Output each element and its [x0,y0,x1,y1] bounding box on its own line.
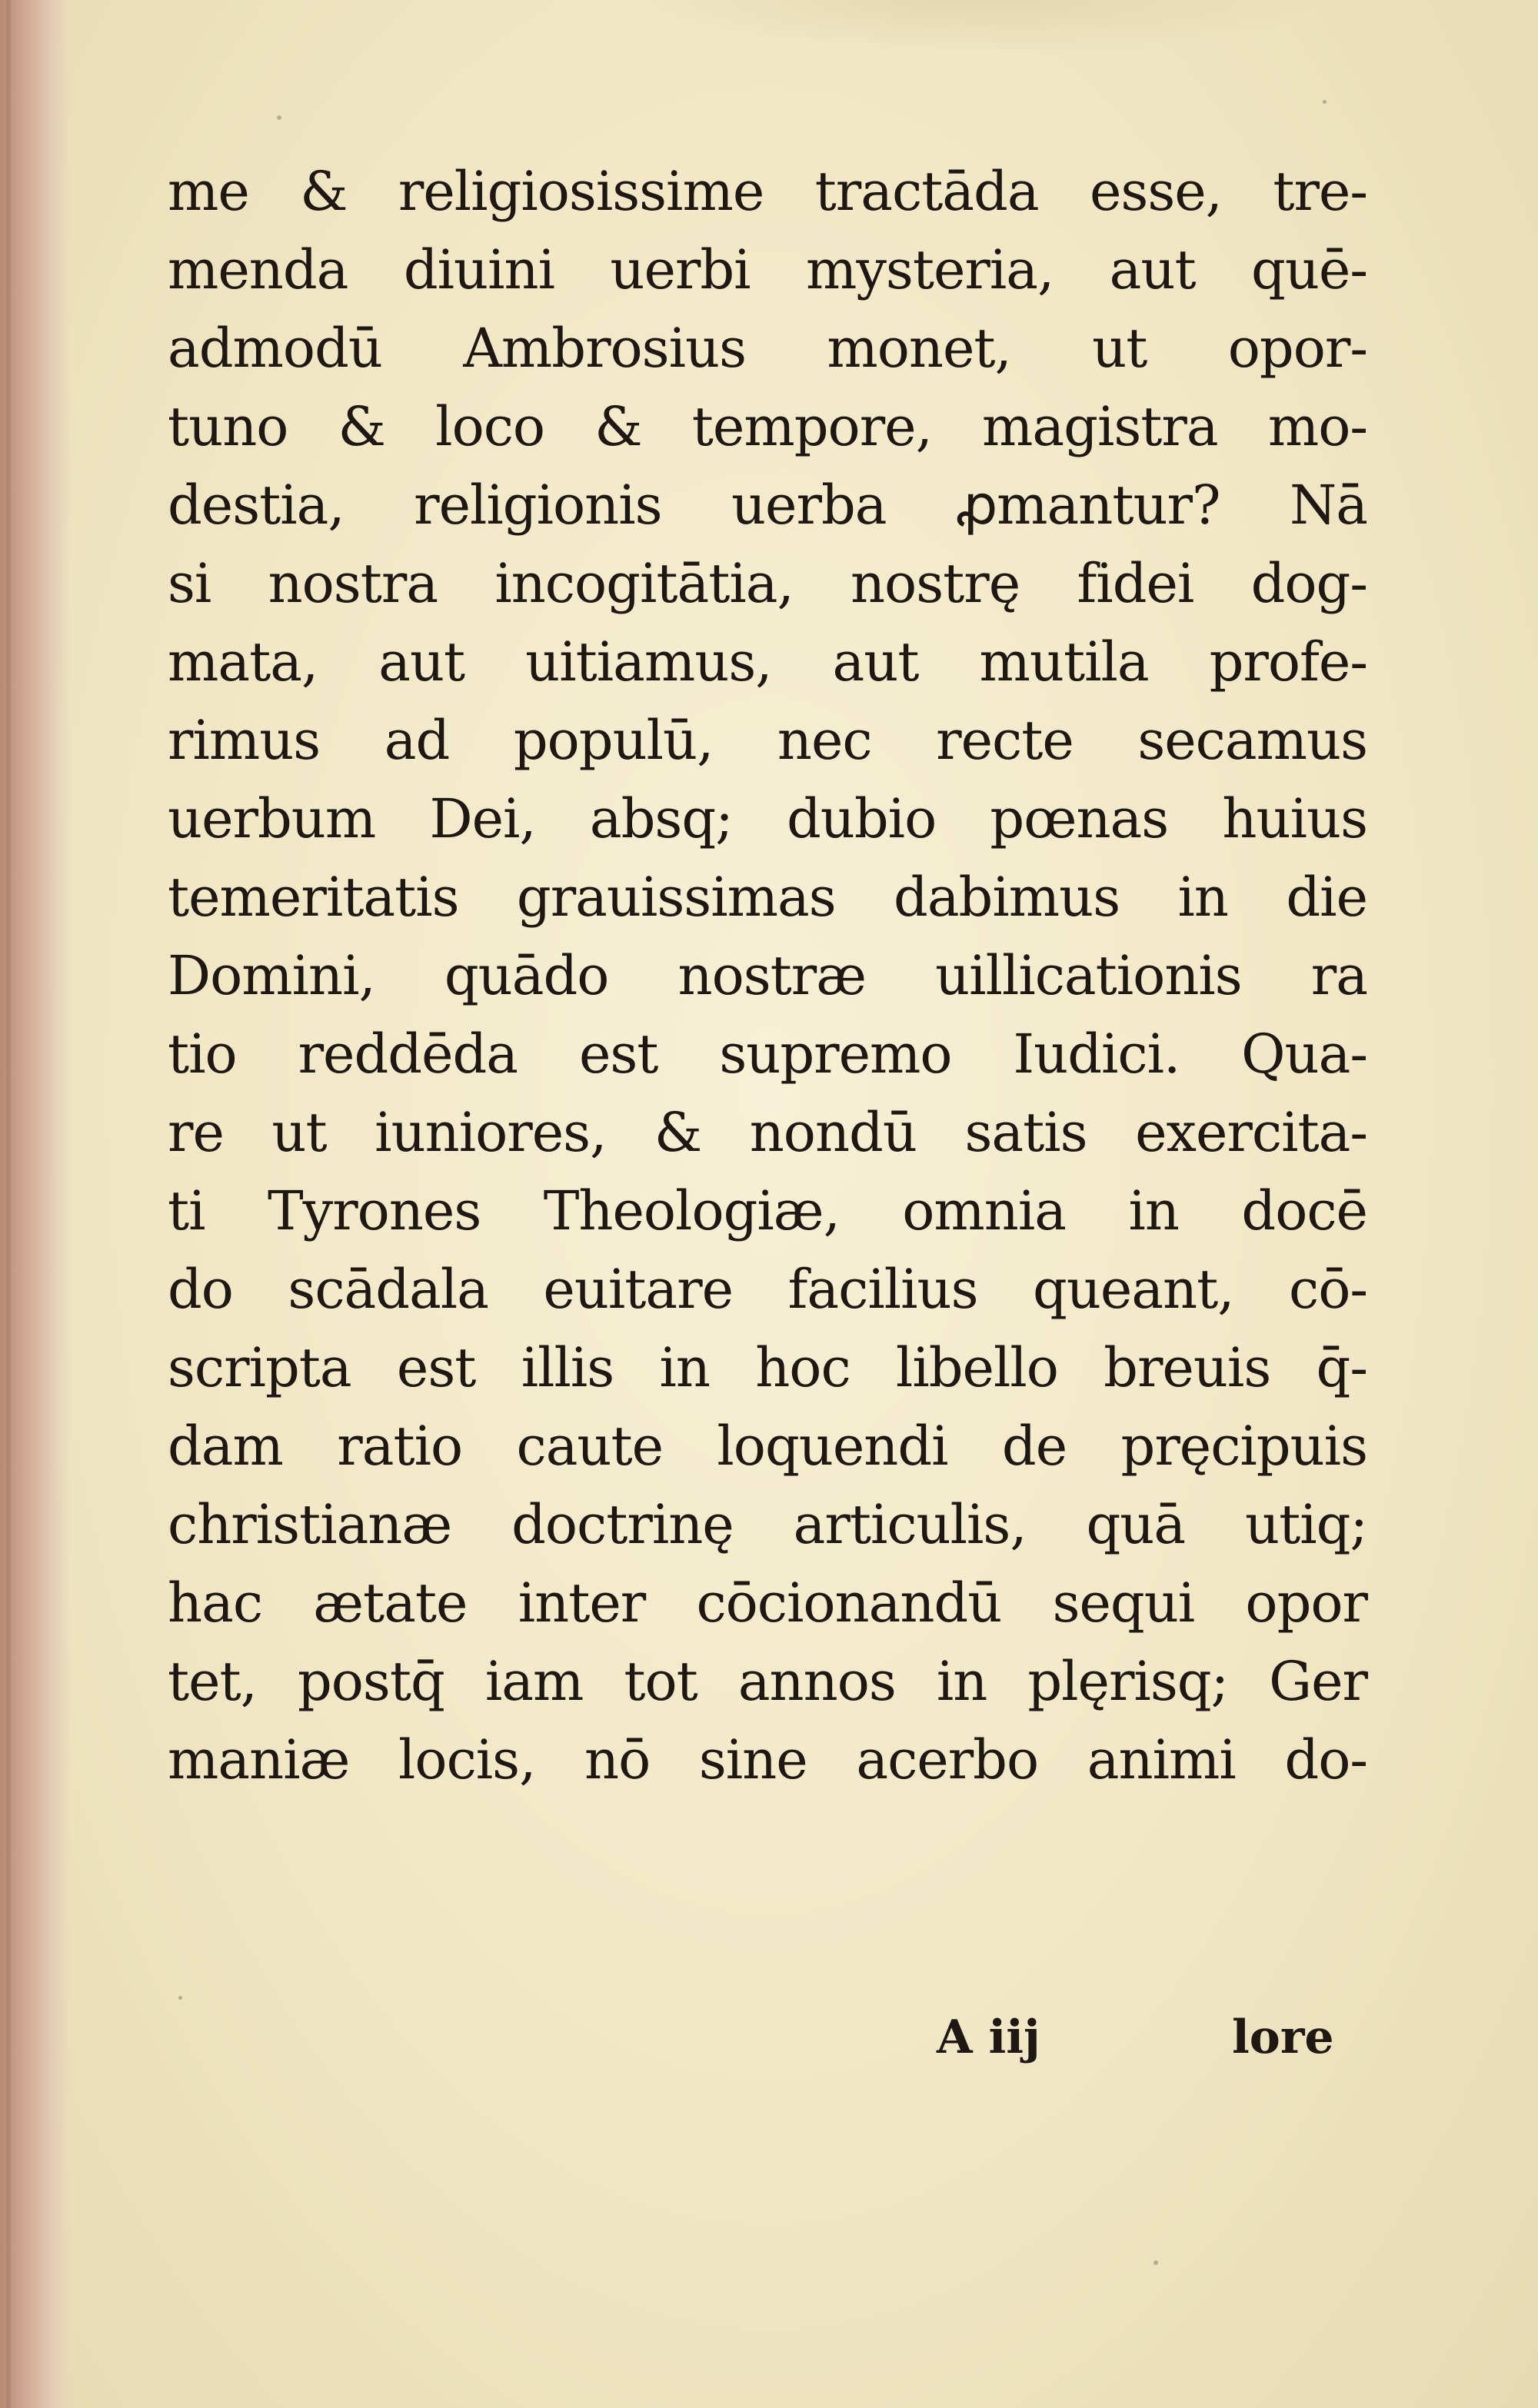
text-line: menda diuini uerbi mysteria, aut quē- [168,238,1367,301]
text-line: mata, aut uitiamus, aut mutila profe- [168,630,1367,693]
paper-stain [631,0,1323,54]
text-line: rimus ad populū, nec recte secamus [168,709,1367,772]
text-line: temeritatis grauissimas dabimus in die [168,866,1367,929]
text-line: ti Tyrones Theologiæ, omnia in docē [168,1179,1367,1242]
foxing-spot [1154,2260,1158,2265]
text-line: Domini, quādo nostræ uillicationis ra [168,944,1367,1007]
text-line: christianæ doctrinę articulis, quā utiq; [168,1493,1367,1556]
text-line: re ut iuniores, & nondū satis exercita- [168,1101,1367,1164]
text-line: tuno & loco & tempore, magistra mo- [168,395,1367,458]
text-line: si nostra incogitātia, nostrę fidei dog- [168,552,1367,615]
signature-mark: A iij [937,2011,1040,2064]
text-line: maniæ locis, nō sine acerbo animi do- [168,1728,1367,1791]
text-line: admodū Ambrosius monet, ut opor- [168,317,1367,380]
text-line: tet, postq̄ iam tot annos in plęrisq; Ger [168,1650,1367,1713]
text-line: dam ratio caute loquendi de pręcipuis [168,1415,1367,1478]
binding-edge [6,0,11,2408]
text-line: destia, religionis uerba ꝓmantur? Nā [168,474,1367,537]
text-line: me & religiosissime tractāda esse, tre- [168,160,1367,223]
text-line: tio reddēda est supremo Iudici. Qua- [168,1023,1367,1086]
foxing-spot [1323,100,1327,104]
text-line: scripta est illis in hoc libello breuis q̄- [168,1336,1367,1399]
catchword: lore [1232,2011,1334,2064]
text-line: do scādala euitare facilius queant, cō- [168,1258,1367,1321]
text-line: hac ætate inter cōcionandū sequi opor [168,1572,1367,1635]
text-line: uerbum Dei, absq; dubio pœnas huius [168,787,1367,850]
body-text [168,152,1367,1799]
foxing-spot [277,115,281,120]
foxing-spot [178,1996,182,2000]
